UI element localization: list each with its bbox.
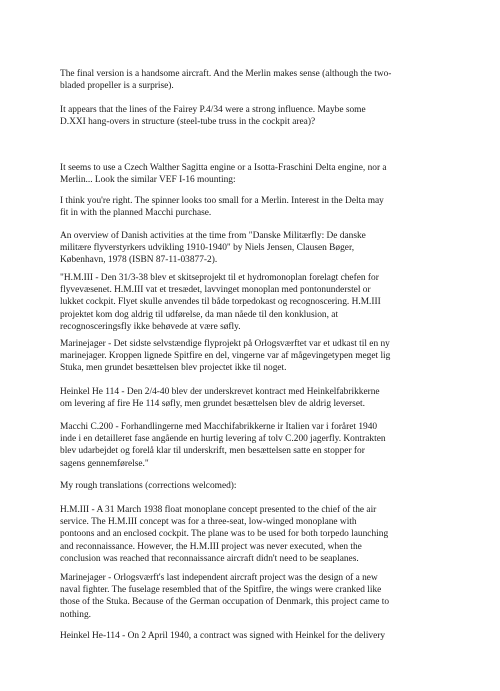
text-line: pontoons and an enclosed cockpit. The plane was to be used for both torpedo launching — [60, 529, 389, 540]
text-line: fit in with the planned Macchi purchase. — [60, 208, 212, 219]
text-line: The final version is a handsome aircraft. And the Merlin makes sense (although the two- — [60, 69, 392, 79]
paragraph-marinejager-english — [60, 572, 460, 621]
paragraph-marinejager-danish — [60, 338, 460, 375]
text-line: those of the Stuka. Because of the German occupation of Denmark, this project came to — [60, 597, 390, 608]
text-line: recognosceringsfly ikke behøvede at være søfly. — [60, 321, 241, 332]
paragraph-hmiii-danish — [60, 272, 460, 333]
text-line: nothing. — [60, 609, 91, 620]
text-line: projektet kom dog aldrig til udførelse, da man nåede til den konklusion, at — [60, 309, 339, 320]
text-line: bladed propeller is a surprise). — [60, 81, 174, 92]
paragraph-macchi-danish — [60, 421, 460, 470]
text-line: I think you're right. The spinner looks too small for a Merlin. Interest in the Delta may — [60, 196, 384, 206]
text-line: "H.M.III - Den 31/3-38 blev et skitseprojekt til et hydromonoplan forelagt chefen for — [60, 273, 379, 283]
text-line: It appears that the lines of the Fairey P.4/34 were a strong influence. Maybe some — [60, 105, 366, 115]
text-line: Stuka, men grundet besættelsen blev projectet ikke til noget. — [60, 363, 287, 374]
text-line: om levering af fire He 114 søfly, men grundet besættelsen blev de aldrig leverset. — [60, 399, 365, 410]
text-line: service. The H.M.III concept was for a three-seat, low-winged monoplane with — [60, 517, 357, 528]
text-line: militære flyverstyrkers udvikling 1910-1940" by Niels Jensen, Clausen Bøger, — [60, 243, 355, 254]
paragraph-fairey-influence — [60, 104, 460, 128]
paragraph-spinner-reply — [60, 195, 460, 219]
text-line: Heinkel He 114 - Den 2/4-40 blev der underskrevet kontract med Heinkelfabrikkerne — [60, 387, 380, 397]
text-line: My rough translations (corrections welcomed): — [60, 481, 237, 491]
text-line: marinejager. Kroppen lignede Spitfire en del, vingerne var af mågevingetypen meget lig — [60, 351, 391, 362]
text-line: Marinejager - Orlogsværft's last independent aircraft project was the design of a new — [60, 573, 378, 583]
paragraph-engine-question — [60, 162, 460, 186]
text-line: It seems to use a Czech Walther Sagitta engine or a Isotta-Fraschini Delta engine, nor a — [60, 163, 387, 173]
text-line: conclusion was reached that reconnaissance aircraft didn't need to be seaplanes. — [60, 553, 359, 564]
text-line: blev udarbejdet og forelå klar til underskrift, men besættelsen satte en stopper for — [60, 446, 365, 457]
text-line: Macchi C.200 - Forhandlingerne med Macchifabrikkerne ir Italien var i foråret 1940 — [60, 422, 378, 432]
paragraph-merlin-version — [60, 68, 460, 92]
text-line: lukket cockpit. Flyet skulle anvendes til både torpedokast og recognoscering. H.M.III — [60, 297, 381, 308]
paragraph-source-citation — [60, 230, 460, 267]
text-line: and reconnaissance. However, the H.M.III project was never executed, when the — [60, 541, 362, 552]
text-line: Heinkel He-114 - On 2 April 1940, a contract was signed with Heinkel for the delivery — [60, 631, 386, 641]
text-line: København, 1978 (ISBN 87-11-03877-2). — [60, 255, 218, 266]
text-line: D.XXI hang-overs in structure (steel-tube truss in the cockpit area)? — [60, 117, 316, 128]
text-line: Merlin... Look the similar VEF I-16 mounting: — [60, 175, 236, 186]
text-line: sagens gennemførelse." — [60, 458, 149, 469]
paragraph-hmiii-english — [60, 504, 460, 565]
text-line: inde i en detailleret fase angående en hurtig levering af tolv C.200 jagerfly. Kontrakten — [60, 434, 386, 445]
paragraph-heinkel-english — [60, 630, 460, 642]
text-line: Marinejager - Det sidste selvstændige flyprojekt på Orlogsværftet var et udkast til en ny — [60, 339, 390, 349]
text-line: H.M.III - A 31 March 1938 float monoplane concept presented to the chief of the air — [60, 505, 377, 515]
text-line: naval fighter. The fuselage resembled that of the Spitfire, the wings were cranked like — [60, 585, 382, 596]
paragraph-heinkel-danish — [60, 386, 460, 410]
paragraph-translation-intro — [60, 480, 460, 492]
text-line: An overview of Danish activities at the time from "Danske Militærfly: De danske — [60, 231, 366, 241]
text-line: flyvevæsenet. H.M.III vat et tresædet, lavvinget monoplan med pontonunderstel or — [60, 285, 371, 296]
